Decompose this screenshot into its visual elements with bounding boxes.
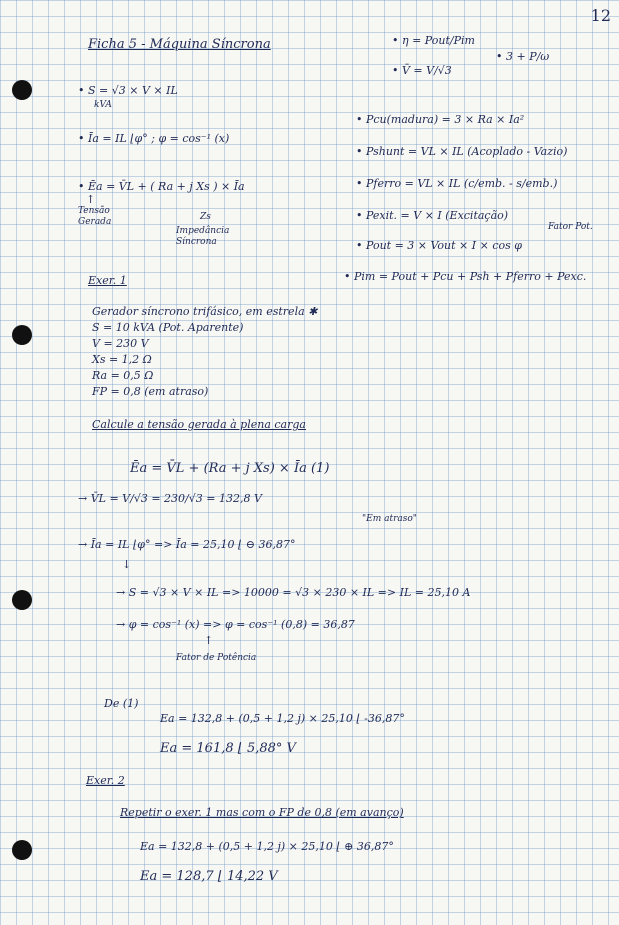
lagging-note: "Em atraso" (362, 514, 417, 524)
output-power-formula: • Pout = 3 × Vout × I × cos φ (356, 239, 522, 252)
exercise-1-resistance: Ra = 0,5 Ω (92, 369, 154, 382)
exercise-2-voltage-calc: Ea = 132,8 + (0,5 + 1,2 j) × 25,10 ⌊ ⊕ 36,87° (140, 840, 394, 853)
arrow-down-icon: ↓ (122, 558, 132, 571)
copper-loss-formula: • Pcu(madura) = 3 × Ra × Ia² (356, 113, 525, 126)
excitation-loss-formula: • Pexit. = V × I (Excitação) (356, 209, 509, 222)
exercise-1-power-factor: FP = 0,8 (em atraso) (92, 385, 209, 398)
exercise-2-voltage-result: Ea = 128,7 ⌊ 14,22 V (140, 869, 278, 884)
exercise-1-equation-1: Ēa = V̄L + (Ra + j Xs) × Īa (1) (130, 461, 330, 476)
power-factor-label: Fator de Potência (176, 653, 257, 663)
exercise-2-heading: Exer. 2 (86, 774, 125, 787)
iron-loss-formula: • Pferro = VL × IL (c/emb. - s/emb.) (356, 177, 558, 190)
from-equation-1: De (1) (104, 697, 139, 710)
armature-current-formula: • Īa = IL ⌊φ° ; φ = cos⁻¹ (x) (78, 132, 230, 145)
generated-voltage-note: Tensão Gerada (78, 206, 112, 227)
current-calc: → S = √3 × V × IL => 10000 = √3 × 230 × IL => IL = 25,10 A (116, 586, 471, 599)
input-power-formula: • Pim = Pout + Pcu + Psh + Pferro + Pexc. (344, 270, 587, 283)
generated-voltage-result: Ea = 161,8 ⌊ 5,88° V (160, 741, 296, 756)
line-voltage-calc: → V̄L = V/√3 = 230/√3 = 132,8 V (78, 492, 262, 505)
binder-hole (12, 80, 32, 100)
binder-hole (12, 325, 32, 345)
exercise-1-task: Calcule a tensão gerada à plena carga (92, 418, 306, 431)
binder-hole (12, 590, 32, 610)
armature-current-calc: → Īa = IL ⌊φ° => Īa = 25,10 ⌊ ⊖ 36,87° (78, 538, 296, 551)
apparent-power-formula: • S = √3 × V × IL (78, 84, 178, 97)
binder-hole (12, 840, 32, 860)
power-factor-note: Fator Pot. (548, 222, 593, 232)
page-title: Ficha 5 - Máquina Síncrona (88, 37, 271, 52)
zs-label: Zs (200, 212, 211, 222)
arrow-up-icon: ↑ (86, 193, 96, 206)
apparent-power-unit: kVA (94, 100, 112, 110)
exercise-1-heading: Exer. 1 (88, 274, 127, 287)
generated-voltage-calc: Ea = 132,8 + (0,5 + 1,2 j) × 25,10 ⌊ -36,87° (160, 712, 405, 725)
exercise-1-voltage: V = 230 V (92, 337, 149, 350)
generated-voltage-formula: • Ēa = V̄L + ( Ra + j Xs ) × Īa (78, 180, 245, 193)
exercise-1-apparent-power: S = 10 kVA (Pot. Aparente) (92, 321, 244, 334)
exercise-1-statement: Gerador síncrono trifásico, em estrela ✱ (92, 305, 318, 318)
power-note: • 3 + P/ω (496, 50, 550, 63)
exercise-1-reactance: Xs = 1,2 Ω (92, 353, 152, 366)
efficiency-formula: • η = Pout/Pim (392, 34, 475, 47)
page-number: 12 (590, 6, 611, 25)
exercise-2-task: Repetir o exer. 1 mas com o FP de 0,8 (em avanço) (120, 806, 404, 819)
impedance-note: Impedância Síncrona (176, 226, 230, 247)
shunt-loss-formula: • Pshunt = VL × IL (Acoplado - Vazio) (356, 145, 568, 158)
arrow-up-icon: ↑ (204, 634, 214, 647)
phase-angle-calc: → φ = cos⁻¹ (x) => φ = cos⁻¹ (0,8) = 36,87 (116, 618, 355, 631)
phase-voltage-formula: • V̄ = V/√3 (392, 64, 452, 77)
